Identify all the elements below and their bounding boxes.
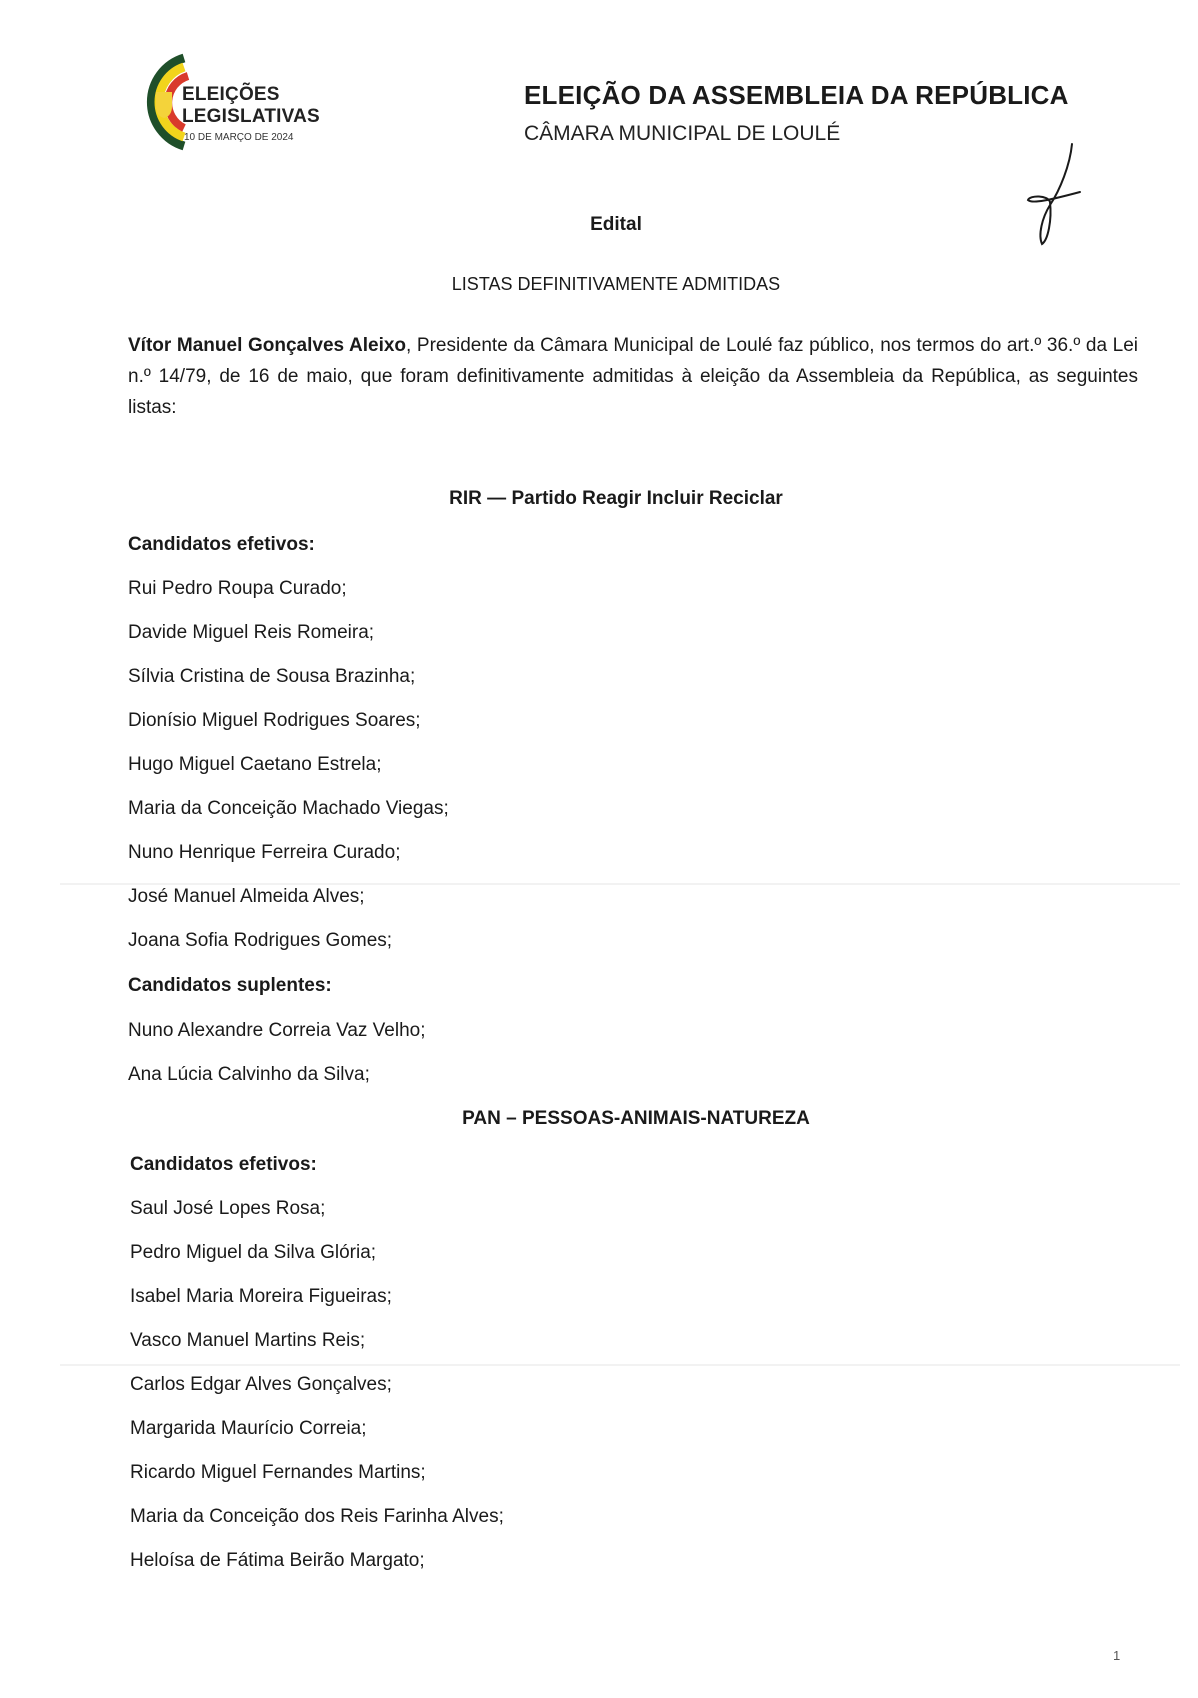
elections-logo — [114, 50, 324, 154]
scan-artifact-line — [60, 883, 1180, 885]
candidate: Rui Pedro Roupa Curado; — [128, 578, 347, 599]
candidate: Margarida Maurício Correia; — [130, 1418, 367, 1439]
party-heading-rir: RIR — Partido Reagir Incluir Reciclar — [449, 488, 783, 509]
candidate: Hugo Miguel Caetano Estrela; — [128, 754, 382, 775]
efetivos-label: Candidatos efetivos: — [128, 534, 315, 555]
efetivos-label: Candidatos efetivos: — [130, 1154, 317, 1175]
intro-paragraph — [128, 330, 1138, 423]
logo-line1: ELEIÇÕES — [182, 84, 280, 105]
page-subtitle: CÂMARA MUNICIPAL DE LOULÉ — [524, 122, 841, 145]
candidate: José Manuel Almeida Alves; — [128, 886, 365, 907]
candidate: Davide Miguel Reis Romeira; — [128, 622, 375, 643]
candidate: Ricardo Miguel Fernandes Martins; — [130, 1462, 426, 1483]
scan-artifact-line — [60, 1364, 1180, 1366]
candidate: Nuno Henrique Ferreira Curado; — [128, 842, 401, 863]
document-subheading: LISTAS DEFINITIVAMENTE ADMITIDAS — [451, 274, 781, 294]
candidate: Maria da Conceição dos Reis Farinha Alves; — [130, 1506, 504, 1527]
candidate: Dionísio Miguel Rodrigues Soares; — [128, 710, 421, 731]
candidate: Heloísa de Fátima Beirão Margato; — [130, 1550, 425, 1571]
page-title: ELEIÇÃO DA ASSEMBLEIA DA REPÚBLICA — [524, 80, 1069, 110]
logo-date: 10 DE MARÇO DE 2024 — [184, 132, 294, 143]
candidate: Sílvia Cristina de Sousa Brazinha; — [128, 666, 416, 687]
candidate: Ana Lúcia Calvinho da Silva; — [128, 1064, 370, 1085]
candidate: Isabel Maria Moreira Figueiras; — [130, 1286, 392, 1307]
document-heading: Edital — [590, 214, 642, 235]
suplentes-label: Candidatos suplentes: — [128, 975, 332, 996]
candidate: Nuno Alexandre Correia Vaz Velho; — [128, 1020, 426, 1041]
candidate: Carlos Edgar Alves Gonçalves; — [130, 1374, 392, 1395]
logo-line2: LEGISLATIVAS — [182, 106, 320, 127]
president-name: Vítor Manuel Gonçalves Aleixo — [128, 335, 407, 356]
party-heading-pan: PAN – PESSOAS-ANIMAIS-NATUREZA — [462, 1108, 810, 1129]
page-number: 1 — [1113, 1648, 1121, 1663]
candidate: Joana Sofia Rodrigues Gomes; — [128, 930, 393, 951]
candidate: Saul José Lopes Rosa; — [130, 1198, 326, 1219]
intro-text: , Presidente da Câmara Municipal de Loulé faz público, nos termos do art.º 36.º da Lei n.º 14/79, de 16 de maio, que foram definitivamente admitidas à eleição da Assembleia da República, as seguintes listas: — [128, 335, 1139, 418]
candidate: Maria da Conceição Machado Viegas; — [128, 798, 449, 819]
candidate: Vasco Manuel Martins Reis; — [130, 1330, 366, 1351]
candidate: Pedro Miguel da Silva Glória; — [130, 1242, 377, 1263]
